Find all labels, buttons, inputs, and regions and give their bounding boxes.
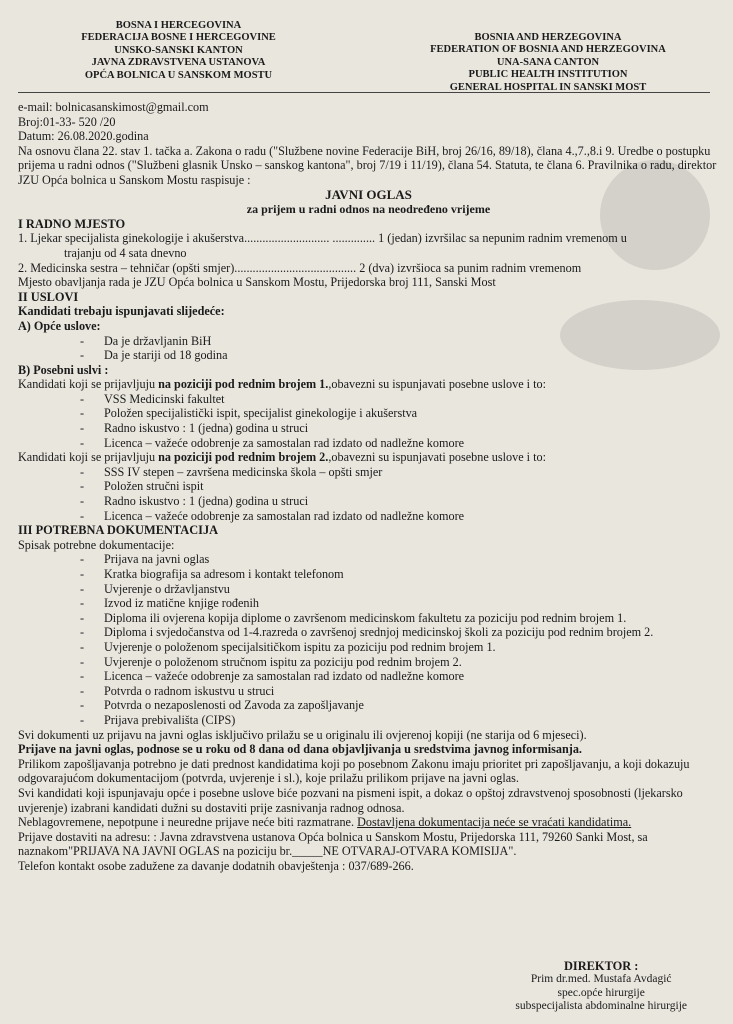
special-conditions-2-list — [18, 465, 719, 523]
exam-note: Svi kandidati koji ispunjavaju opće i posebne uslove biće pozvani na pismeni ispit, a dokaz o opštoj zdravstvenoj sposobnosti (ljekarsko uvjerenje) izabrani kandidati dužni su dostaviti prije zasnivanja radnog odnosa. — [18, 785, 683, 815]
section-heading-1: I RADNO MJESTO — [18, 216, 126, 231]
documents-intro: Spisak potrebne dokumentacije: — [18, 537, 175, 552]
position-1-continued: trajanju od 4 sata dnevno — [64, 245, 187, 260]
list-item: - Radno iskustvo : 1 (jedna) godina u struci — [18, 494, 719, 509]
incomplete-applications-note: Neblagovremene, nepotpune i neuredne prijave neće biti razmatrane. Dostavljena dokumentacija neće se vraćati kandidatima. — [18, 815, 632, 830]
letterhead-local: BOSNA I HERCEGOVINA FEDERACIJA BOSNE I HERCEGOVINE UNSKO-SANSKI KANTON JAVNA ZDRAVSTVENA USTANOVA OPĆA BOLNICA U SANSKOM MOSTU — [81, 20, 276, 81]
general-conditions-heading: A) Opće uslove: — [18, 318, 101, 333]
list-item: - VSS Medicinski fakultet — [18, 392, 719, 407]
list-item: - Potvrda o nezaposlenosti od Zavoda za zapošljavanje — [18, 698, 719, 713]
date: Datum: 26.08.2020.godina — [18, 129, 149, 144]
list-item: - Uvjerenje o položenom stručnom ispitu za poziciju pod rednim brojem 2. — [18, 655, 719, 670]
section-heading-2: II USLOVI — [18, 289, 79, 304]
list-item: - Da je državljanin BiH — [18, 334, 719, 349]
position-2: 2. Medicinska sestra – tehničar (opšti smjer)........................................ 2 (dva) izvršioca sa punim radnim vremenom — [18, 260, 582, 275]
list-item: - Diploma ili ovjerena kopija diplome o završenom medicinskom fakultetu za poziciju pod rednim brojem 1. — [18, 611, 719, 626]
letterhead-english: BOSNIA AND HERZEGOVINA FEDERATION OF BOSNIA AND HERZEGOVINA UNA-SANA CANTON PUBLIC HEALTH INSTITUTION GENERAL HOSPITAL IN SANSKI MOST — [430, 32, 666, 93]
director-signature-block — [515, 960, 687, 1014]
reference-number: Broj:01-33- 520 /20 — [18, 114, 116, 129]
special-conditions-1-list — [18, 392, 719, 450]
director-subspecialty: subspecijalista abdominalne hirurgije — [515, 1000, 687, 1013]
director-name: Prim dr.med. Mustafa Avdagić — [530, 973, 672, 986]
section-heading-3: III POTREBNA DOKUMENTACIJA — [18, 523, 219, 538]
list-item: - Uvjerenje o državljanstvu — [18, 582, 719, 597]
list-item: - Izvod iz matične knjige rođenih — [18, 596, 719, 611]
work-location: Mjesto obavljanja rada je JZU Opća bolnica u Sanskom Mostu, Prijedorska broj 111, Sanski Most — [18, 275, 496, 290]
director-title: DIREKTOR : — [563, 959, 639, 973]
general-conditions-list — [18, 334, 719, 363]
list-item: - Položen specijalistički ispit, specijalist ginekologije i akušerstva — [18, 406, 719, 421]
documents-note: Svi dokumenti uz prijavu na javni oglas isključivo prilažu se u originalu ili ovjerenoj kopiji (ne starija od 6 mjeseci). — [18, 727, 587, 742]
list-item: - Diploma i svjedočanstva od 1-4.razreda o završenoj srednjoj medicinskoj školi za poziciju pod rednim brojem 2. — [18, 625, 719, 640]
list-item: - Licenca – važeće odobrenje za samostalan rad izdato od nadležne komore — [18, 669, 719, 684]
announcement-title: JAVNI OGLAS — [325, 186, 412, 202]
priority-note: Prilikom zapošljavanja potrebno je dati prednost kandidatima koji po posebnom Zakonu imaju prioritet pri zapošljavanju, a koji dokazuju odgovarajućom dokumentacijom (potvrda, uvjerenje i sl.), koje prilažu prilikom prijave na javni oglas. — [18, 756, 690, 786]
list-item: - Potvrda o radnom iskustvu u struci — [18, 684, 719, 699]
director-specialty: spec.opće hirurgije — [557, 986, 645, 999]
announcement-subtitle: za prijem u radni odnos na neodređeno vrijeme — [246, 202, 491, 217]
submission-address: Prijave dostaviti na adresu: : Javna zdravstvena ustanova Opća bolnica u Sanskom Mostu, Prijedorska 111, 79260 Sanki Most, sa naznakom"PRIJAVA NA JAVNI OGLAS na poziciju br._____NE OTVARAJ-OTVARA KOMISIJA". — [18, 829, 648, 859]
list-item: - Licenca – važeće odobrenje za samostalan rad izdato od nadležne komore — [18, 509, 719, 524]
contact-phone: Telefon kontakt osobe zadužene za davanje dodatnih obavještenja : 037/689-266. — [18, 858, 414, 873]
list-item: - Prijava na javni oglas — [18, 552, 719, 567]
list-item: - SSS IV stepen – završena medicinska škola – opšti smjer — [18, 465, 719, 480]
list-item: - Kratka biografija sa adresom i kontakt telefonom — [18, 567, 719, 582]
special-conditions-1-intro: Kandidati koji se prijavljuju na poziciji pod rednim brojem 1.,obavezni su ispunjavati posebne uslove i to: — [18, 377, 546, 392]
list-item: - Da je stariji od 18 godina — [18, 348, 719, 363]
special-conditions-heading: B) Posebni uslvi : — [18, 362, 109, 377]
list-item: - Licenca – važeće odobrenje za samostalan rad izdato od nadležne komore — [18, 436, 719, 451]
email: e-mail: bolnicasanskimost@gmail.com — [18, 100, 209, 114]
deadline-note: Prijave na javni oglas, podnose se u roku od 8 dana od dana objavljivanja u sredstvima javnog informisanja. — [18, 742, 582, 757]
documents-list — [18, 552, 719, 727]
letterhead — [18, 6, 719, 93]
position-1: 1. Ljekar specijalista ginekologije i akušerstva............................ .............. 1 (jedan) izvršilac sa nepunim radnim vremenom u — [18, 231, 627, 246]
list-item: - Prijava prebivališta (CIPS) — [18, 713, 719, 728]
list-item: - Uvjerenje o položenom specijalsitičkom ispitu za poziciju pod rednim brojem 1. — [18, 640, 719, 655]
intro-paragraph: Na osnovu člana 22. stav 1. tačka a. Zakona o radu ("Službene novine Federacije BiH, broj 26/16, 89/18), člana 4.,7.,8.i 9. Uredbe o postupku prijema u radni odnos ("Službeni glasnik Unsko – sanskog kantona", broj 7/19 i 11/19), člana 54. Statuta, te člana 6. Pravilnika o radu, direktor JZU Opća bolnica u Sanskom Mostu raspisuje : — [18, 143, 717, 187]
conditions-intro: Kandidati trebaju ispunjavati slijedeće: — [18, 304, 225, 319]
header-divider — [18, 92, 710, 93]
list-item: - Položen stručni ispit — [18, 479, 719, 494]
list-item: - Radno iskustvo : 1 (jedna) godina u struci — [18, 421, 719, 436]
special-conditions-2-intro: Kandidati koji se prijavljuju na poziciji pod rednim brojem 2.,obavezni su ispunjavati posebne uslove i to: — [18, 450, 546, 465]
